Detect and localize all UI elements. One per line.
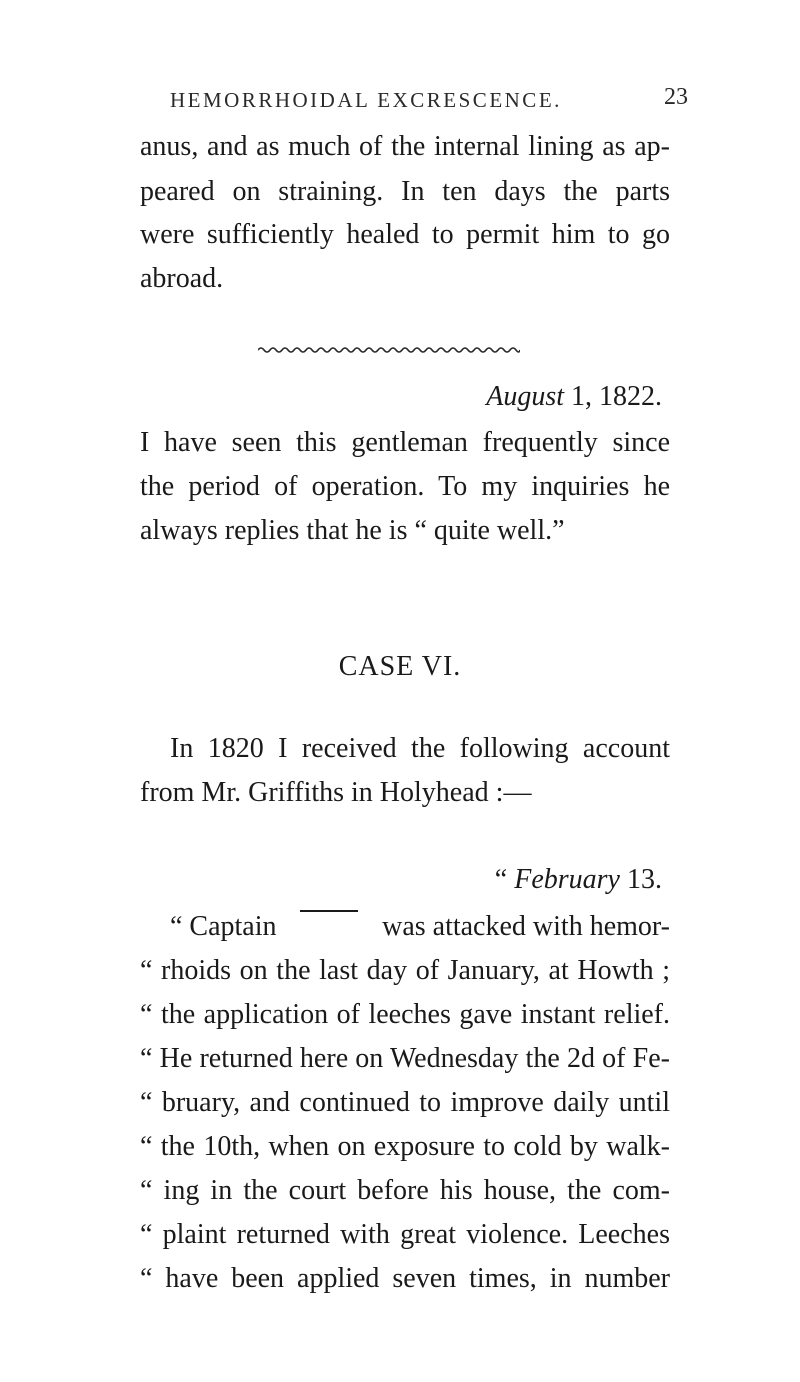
letter-line: “ plaint returned with great violence. Leeches — [140, 1219, 670, 1250]
letter-line: “ rhoids on the last day of January, at Howth ; — [140, 955, 670, 986]
date-rest-2: 13. — [627, 864, 662, 895]
page-number: 23 — [664, 84, 688, 110]
case-heading: CASE VI. — [338, 651, 462, 682]
running-head: HEMORRHOIDAL EXCRESCENCE. — [170, 88, 562, 112]
text-line: abroad. — [140, 263, 224, 294]
letter-line: “ have been applied seven times, in number — [140, 1263, 670, 1294]
text-line: anus, and as much of the internal lining as ap- — [140, 131, 670, 162]
date-rest: 1, 1822. — [571, 381, 662, 412]
name-dash — [300, 910, 358, 912]
date-month-2: February — [514, 864, 620, 895]
letter-start: “ Captain — [170, 911, 277, 942]
text-line: were sufficiently healed to permit him to go — [140, 219, 670, 250]
date-line-2 — [140, 863, 662, 897]
letter-line: “ He returned here on Wednesday the 2d of Fe- — [140, 1043, 670, 1074]
text-line: the period of operation. To my inquiries he — [140, 471, 670, 502]
text-line: I have seen this gentleman frequently since — [140, 427, 670, 458]
date-quote: “ — [494, 864, 508, 895]
text-line: from Mr. Griffiths in Holyhead :— — [140, 777, 532, 808]
letter-line: “ the 10th, when on exposure to cold by walk- — [140, 1131, 670, 1162]
text-line: In 1820 I received the following account — [170, 733, 670, 764]
text-line: always replies that he is “ quite well.” — [140, 515, 565, 546]
letter-end: was attacked with hemor- — [382, 911, 670, 942]
text-line: peared on straining. In ten days the parts — [140, 176, 670, 207]
date-month: August — [486, 381, 564, 412]
ornamental-rule — [258, 346, 520, 354]
letter-line: “ the application of leeches gave instant relief. — [140, 999, 670, 1030]
letter-line — [170, 910, 670, 944]
letter-line: “ bruary, and continued to improve daily until — [140, 1087, 670, 1118]
letter-line: “ ing in the court before his house, the com- — [140, 1175, 670, 1206]
date-line — [140, 380, 662, 414]
